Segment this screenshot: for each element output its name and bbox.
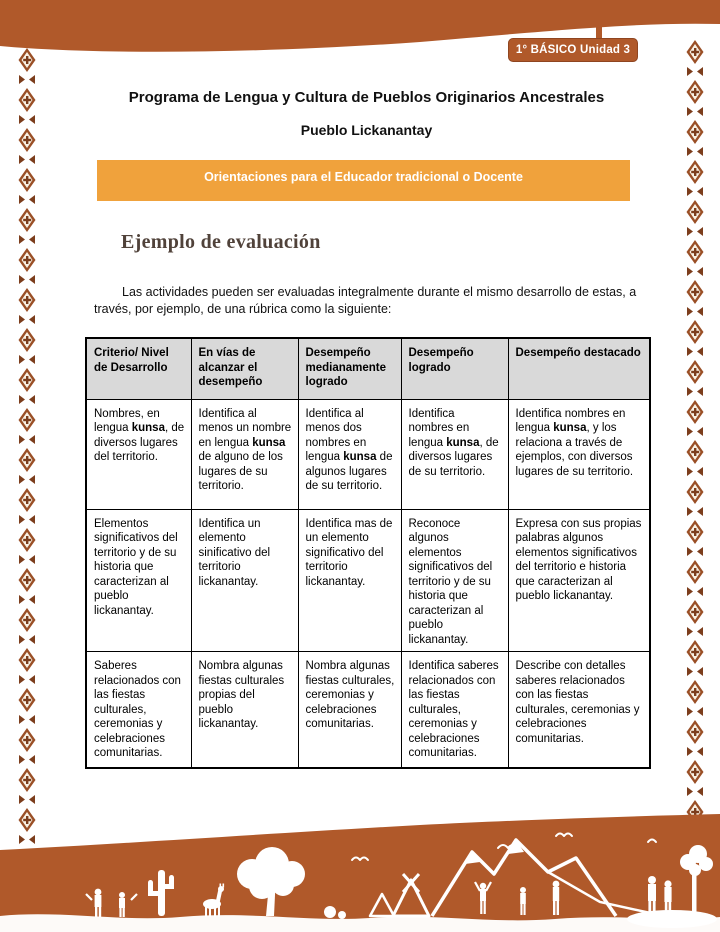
table-cell: Identifica al menos dos nombres en lengua kunsa de algunos lugares de su territorio. xyxy=(298,399,401,509)
table-cell: Describe con detalles saberes relacionados con las fiestas culturales, ceremonias y celebraciones comunitarias. xyxy=(508,652,650,768)
column-header: En vías de alcanzar el desempeño xyxy=(191,338,298,399)
page-title: Programa de Lengua y Cultura de Pueblos Originarios Ancestrales xyxy=(128,89,605,106)
rubric-body xyxy=(86,399,650,768)
table-cell: Nombra algunas fiestas culturales, ceremonias y celebraciones comunitarias. xyxy=(298,652,401,768)
table-cell: Identifica mas de un elemento significativo del territorio lickanantay. xyxy=(298,509,401,652)
table-cell: Identifica un elemento sinificativo del territorio lickanantay. xyxy=(191,509,298,652)
intro-paragraph: Las actividades pueden ser evaluadas integralmente durante el mismo desarrollo de estas, a través, por ejemplo, de una rúbrica como la siguiente: xyxy=(94,285,637,316)
table-row xyxy=(86,652,650,768)
rubric-header-row xyxy=(86,338,650,399)
table-cell: Identifica nombres en lengua kunsa, y los relaciona a través de ejemplos, con diversos lugares de su territorio. xyxy=(508,399,650,509)
bush-icon xyxy=(338,911,346,919)
table-cell: Reconoce algunos elementos significativos del territorio y de su historia que caracterizan al pueblo lickanantay. xyxy=(401,509,508,652)
table-row xyxy=(86,509,650,652)
table-cell: Identifica nombres en lengua kunsa, de diversos lugares de su territorio. xyxy=(401,399,508,509)
table-row xyxy=(86,399,650,509)
table-cell: Identifica al menos un nombre en lengua kunsa de alguno de los lugares de su territorio. xyxy=(191,399,298,509)
orientation-banner xyxy=(97,160,630,201)
andean-pattern-strip-left xyxy=(17,48,37,848)
table-cell: Elementos significativos del territorio y de su historia que caracterizan al pueblo lickanantay. xyxy=(86,509,191,652)
table-cell: Nombres, en lengua kunsa, de diversos lugares del territorio. xyxy=(86,399,191,509)
section-heading: Ejemplo de evaluación xyxy=(121,231,321,253)
column-header: Criterio/ Nivel de Desarrollo xyxy=(86,338,191,399)
page-subtitle: Pueblo Lickanantay xyxy=(300,122,433,138)
andean-pattern-strip-right xyxy=(685,40,705,818)
table-cell: Nombra algunas fiestas culturales propias del pueblo lickanantay. xyxy=(191,652,298,768)
illustration-band xyxy=(0,814,720,932)
orientation-banner-label: Orientaciones para el Educador tradicional o Docente xyxy=(204,169,523,184)
evaluation-rubric-table xyxy=(85,337,651,769)
table-cell: Expresa con sus propias palabras algunos elementos significativos del territorio e historia que caracterizan al pueblo lickanantay. xyxy=(508,509,650,652)
column-header: Desempeño destacado xyxy=(508,338,650,399)
table-cell: Saberes relacionados con las fiestas culturales, ceremonias y celebraciones comunitarias. xyxy=(86,652,191,768)
column-header: Desempeño medianamente logrado xyxy=(298,338,401,399)
column-header: Desempeño logrado xyxy=(401,338,508,399)
bush-icon xyxy=(324,906,336,918)
table-cell: Identifica saberes relacionados con las fiestas culturales, ceremonias y celebraciones comunitarias. xyxy=(401,652,508,768)
unit-badge-label: 1° BÁSICO Unidad 3 xyxy=(515,44,631,56)
document-page xyxy=(84,0,649,932)
landscape-illustration xyxy=(0,812,720,932)
